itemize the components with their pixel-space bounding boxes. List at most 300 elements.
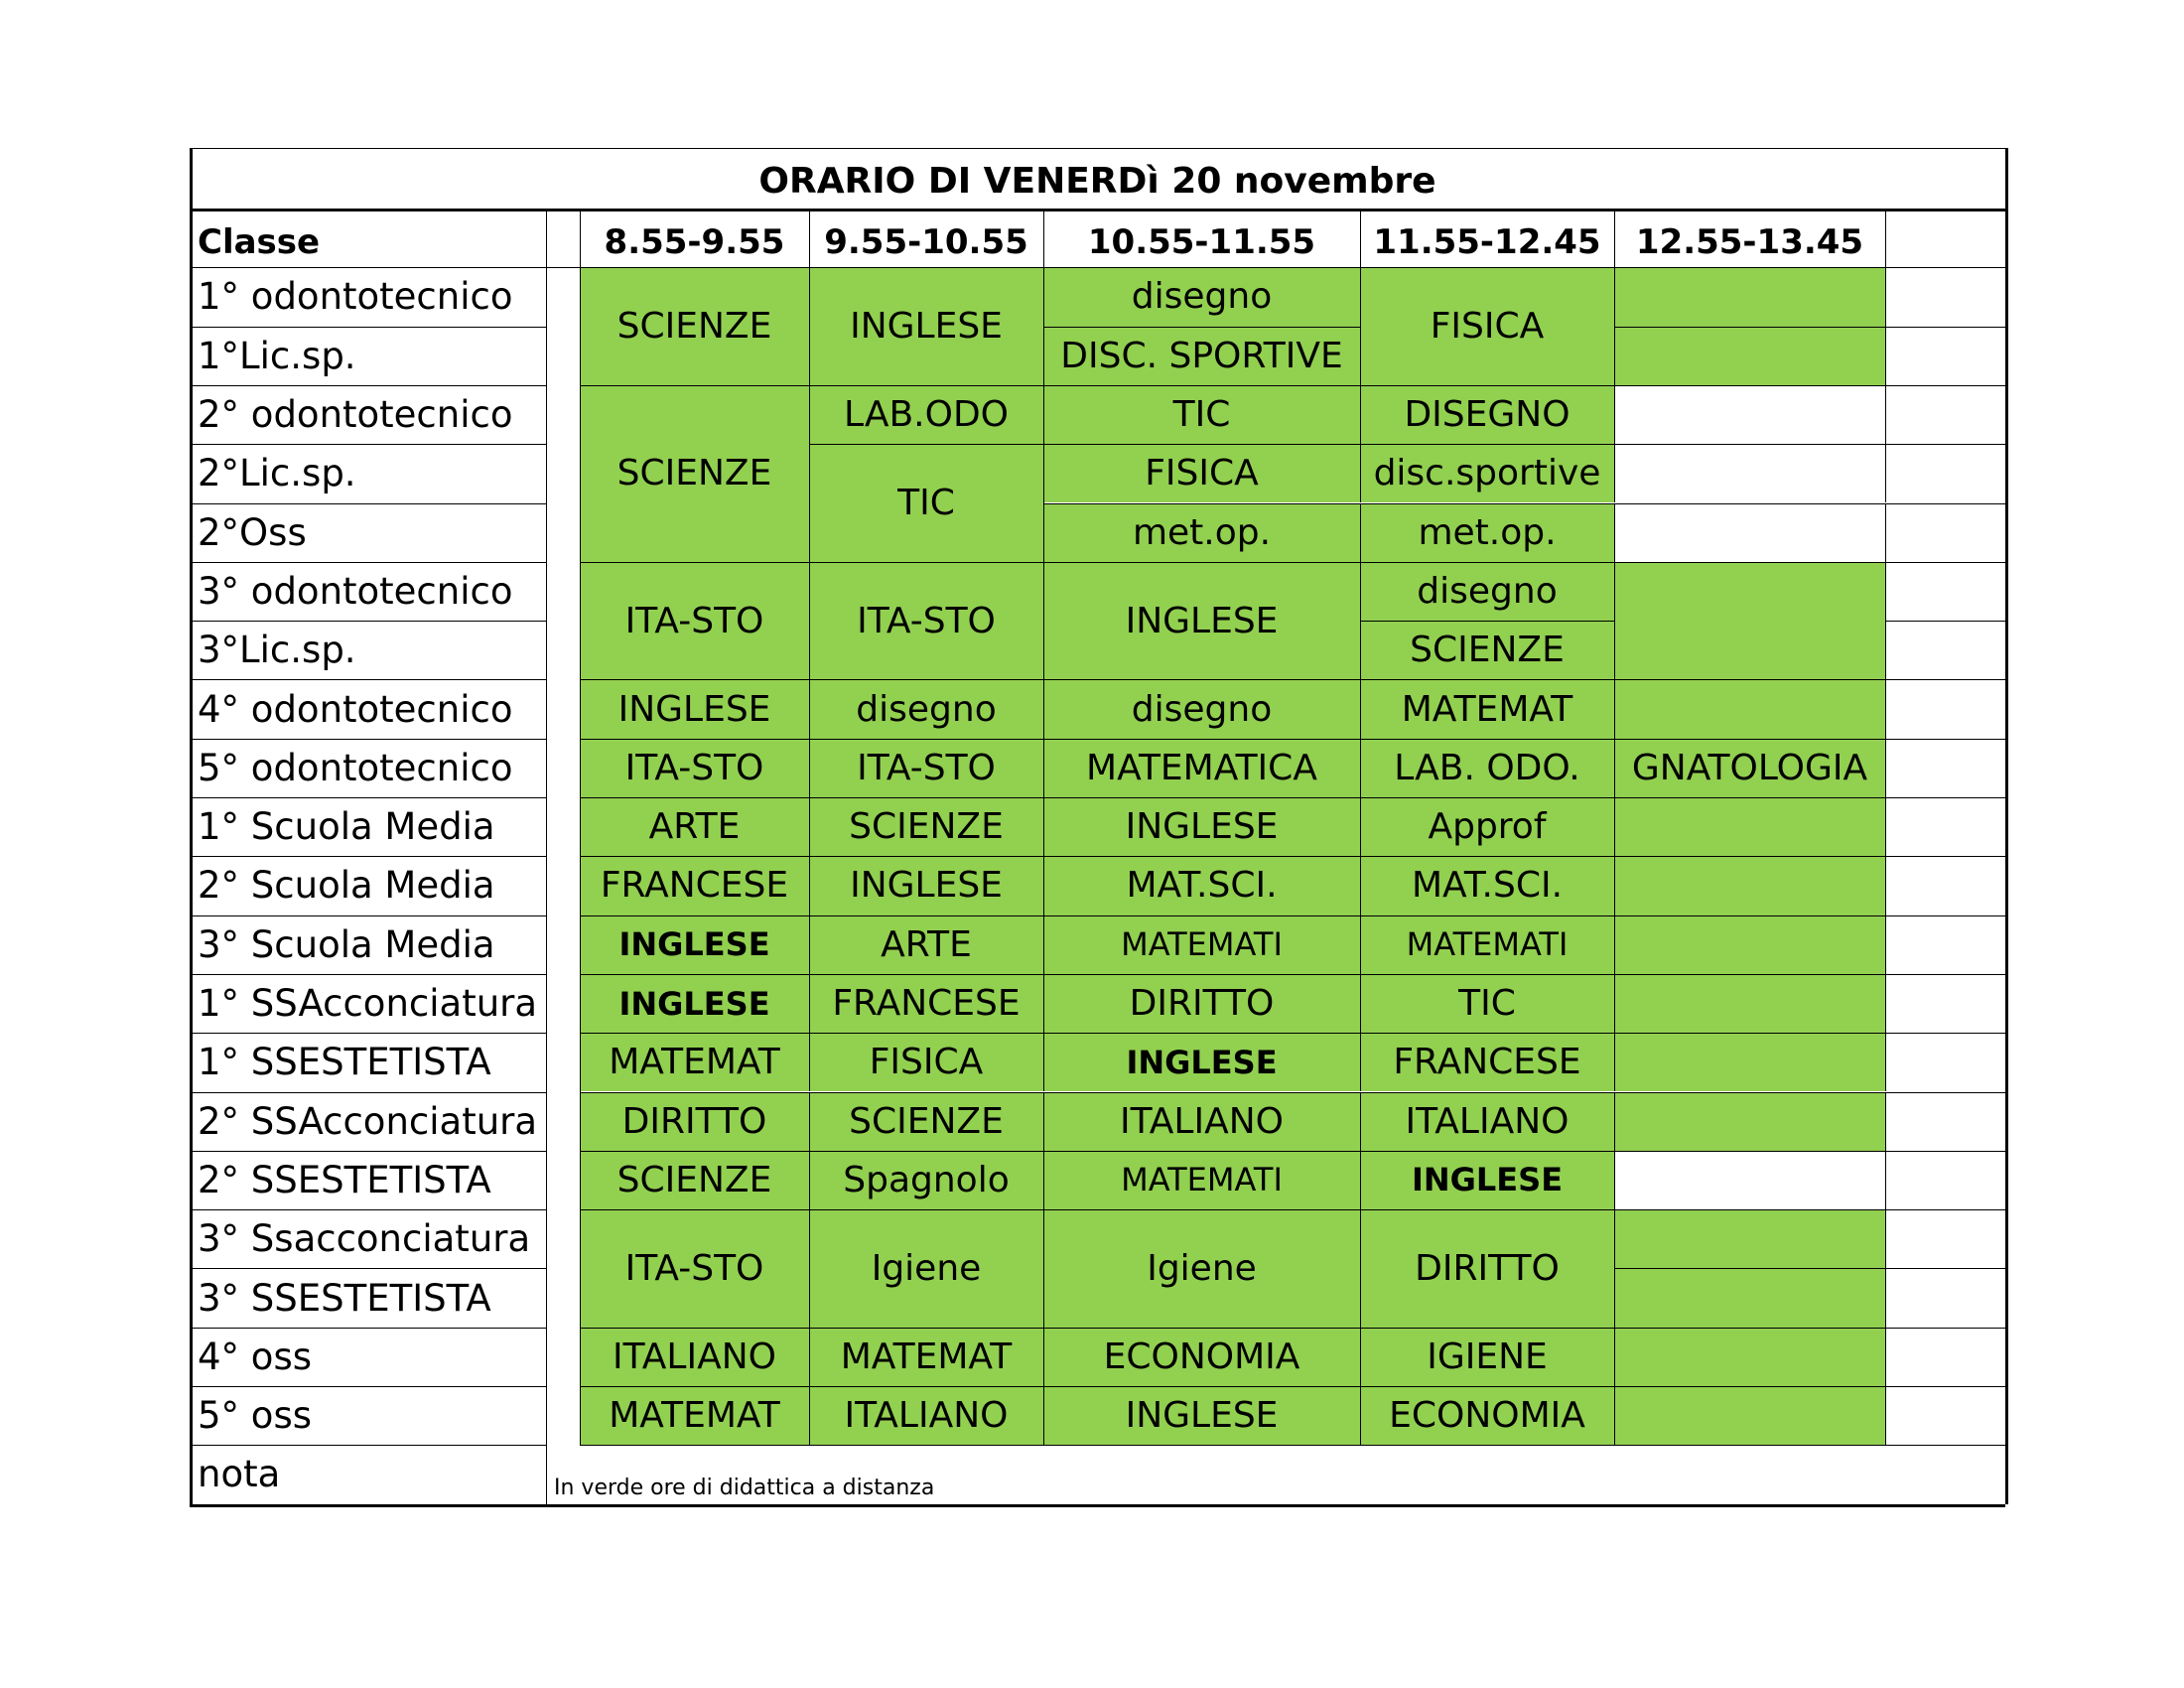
cell-line: [1614, 503, 1615, 562]
cell-line: [1885, 1268, 1886, 1327]
empty-cell: [1614, 797, 1885, 856]
subject-cell-spagnolo: Spagnolo: [809, 1151, 1043, 1209]
cell-line: [1360, 856, 1361, 914]
cell-line: [1043, 267, 1360, 268]
cell-line: [1043, 1209, 1360, 1210]
subject-cell-italiano: ITALIANO: [580, 1328, 809, 1386]
cell-line: [1360, 621, 1361, 679]
cell-line: [1885, 797, 1886, 856]
subject-cell-matemat: MATEMAT: [809, 1328, 1043, 1386]
extra-col-line: [1885, 679, 2005, 680]
cell-line: [1614, 1445, 1885, 1446]
cell-line: [1360, 856, 1614, 857]
cell-line: [1360, 739, 1361, 797]
subject-cell-matemat: MATEMAT: [1360, 679, 1614, 738]
subject-cell-ita-sto: ITA-STO: [809, 562, 1043, 680]
cell-line: [1360, 562, 1614, 563]
class-label: 3° Scuola Media: [198, 922, 495, 966]
cell-line: [1885, 1209, 1886, 1268]
empty-cell: [1614, 915, 1885, 974]
cell-line: [1043, 1092, 1044, 1151]
cell-line: [1043, 444, 1360, 445]
cell-line: [809, 1386, 810, 1445]
cell-line: [809, 1092, 810, 1151]
cell-line: [1885, 1092, 1886, 1151]
classe-header: Classe: [198, 221, 321, 262]
extra-col-line: [1885, 385, 2005, 386]
cell-line: [809, 562, 810, 680]
extra-col-line: [1885, 797, 2005, 798]
cell-line: [1614, 915, 1885, 916]
cell-line: [1043, 797, 1044, 856]
subject-cell-francese: FRANCESE: [1360, 1033, 1614, 1091]
cell-line: [1614, 1209, 1615, 1268]
cell-line: [1614, 856, 1615, 914]
cell-line: [1043, 1033, 1044, 1091]
label-row-line: [190, 327, 546, 328]
extra-col-line: [1885, 739, 2005, 740]
header-vline: [1043, 209, 1044, 267]
cell-line: [1360, 915, 1361, 974]
cell-line: [1043, 327, 1044, 385]
cell-line: [809, 915, 810, 974]
cell-line: [1360, 1386, 1361, 1445]
cell-line: [1360, 797, 1361, 856]
cell-line: [1360, 1092, 1361, 1151]
extra-col-line: [1885, 856, 2005, 857]
extra-col-line: [1885, 974, 2005, 975]
class-label: 3°Lic.sp.: [198, 629, 356, 672]
empty-cell: [1614, 1151, 1885, 1209]
extra-col-line: [1885, 1328, 2005, 1329]
cell-line: [1614, 267, 1885, 268]
cell-line: [809, 739, 810, 797]
class-label: 4° odontotecnico: [198, 687, 513, 731]
cell-line: [1360, 444, 1614, 445]
cell-line: [809, 267, 1043, 268]
cell-line: [809, 385, 810, 444]
empty-cell: [1614, 1268, 1885, 1327]
cell-line: [1614, 915, 1615, 974]
subject-cell-francese: FRANCESE: [580, 856, 809, 914]
cell-line: [580, 1386, 809, 1387]
empty-cell: [1614, 1209, 1885, 1268]
cell-line: [809, 562, 1043, 563]
subject-cell-italiano: ITALIANO: [809, 1386, 1043, 1445]
extra-col-line: [1885, 915, 2005, 916]
label-row-line: [190, 915, 546, 916]
cell-line: [1043, 1092, 1360, 1093]
extra-col-line: [1885, 1092, 2005, 1093]
cell-line: [580, 739, 809, 740]
label-row-line: [190, 1092, 546, 1093]
cell-line: [1360, 1151, 1614, 1152]
subject-cell-inglese: INGLESE: [1043, 797, 1360, 856]
subject-cell-igiene: Igiene: [1043, 1209, 1360, 1328]
class-label: 5° odontotecnico: [198, 746, 513, 789]
subject-cell-disc-sportive: disc.sportive: [1360, 444, 1614, 502]
subject-cell-tic: TIC: [809, 444, 1043, 562]
header-top-line: [190, 209, 2005, 211]
cell-line: [580, 267, 809, 268]
cell-line: [1360, 562, 1361, 621]
cell-line: [809, 444, 1043, 445]
label-row-line: [190, 1445, 546, 1446]
subject-cell-disegno: disegno: [1043, 267, 1360, 326]
subject-cell-disc-sportive: DISC. SPORTIVE: [1043, 327, 1360, 385]
cell-line: [1360, 621, 1614, 622]
cell-line: [1885, 1328, 1886, 1386]
label-row-line: [190, 1033, 546, 1034]
cell-line: [1614, 1328, 1615, 1386]
subject-cell-scienze: SCIENZE: [809, 1092, 1043, 1151]
slot-header-2: 9.55-10.55: [824, 221, 1028, 262]
cell-line: [580, 1328, 809, 1329]
cell-line: [1614, 1386, 1615, 1445]
cell-line: [809, 1151, 1043, 1152]
cell-line: [1360, 1386, 1614, 1387]
cell-line: [1043, 1386, 1360, 1387]
slot-header-1: 8.55-9.55: [604, 221, 785, 262]
cell-line: [1360, 1445, 1614, 1446]
label-row-line: [190, 974, 546, 975]
cell-line: [809, 1328, 1043, 1329]
subject-cell-diritto: DIRITTO: [1360, 1209, 1614, 1328]
label-row-line: [190, 1209, 546, 1210]
header-vline: [1614, 209, 1615, 267]
subject-cell-arte: ARTE: [580, 797, 809, 856]
subject-cell-met-op: met.op.: [1360, 503, 1614, 562]
cell-line: [580, 562, 809, 563]
cell-line: [1360, 1033, 1361, 1091]
cell-line: [1614, 1092, 1885, 1093]
cell-line: [1614, 1033, 1885, 1034]
cell-line: [1614, 444, 1615, 502]
cell-line: [1614, 444, 1885, 445]
cell-line: [809, 385, 1043, 386]
subject-cell-approf: Approf: [1360, 797, 1614, 856]
cell-line: [1043, 974, 1044, 1033]
cell-line: [1614, 327, 1885, 328]
subject-cell-ita-sto: ITA-STO: [580, 562, 809, 680]
nota-label: nota: [198, 1453, 281, 1496]
cell-line: [1614, 503, 1885, 504]
header-vline: [546, 209, 547, 267]
subject-cell-scienze: SCIENZE: [809, 797, 1043, 856]
class-label: 1° SSAcconciatura: [198, 982, 538, 1026]
subject-cell-matemat: MATEMAT: [580, 1386, 809, 1445]
cell-line: [1360, 1092, 1614, 1093]
cell-line: [1360, 503, 1361, 562]
frame-left: [190, 148, 193, 1504]
class-label: 2° SSESTETISTA: [198, 1158, 491, 1201]
cell-line: [809, 1209, 1043, 1210]
class-label: 1°Lic.sp.: [198, 334, 356, 377]
cell-line: [1885, 444, 1886, 502]
label-row-line: [190, 621, 546, 622]
cell-line: [1043, 739, 1044, 797]
cell-line: [809, 1151, 810, 1209]
subject-cell-scienze: SCIENZE: [580, 385, 809, 562]
cell-line: [1043, 679, 1044, 738]
cell-line: [1360, 385, 1361, 444]
cell-line: [1614, 1386, 1885, 1387]
class-label: 2°Oss: [198, 510, 307, 554]
cell-line: [1614, 1033, 1615, 1091]
empty-cell: [1614, 444, 1885, 502]
class-label: 4° oss: [198, 1335, 312, 1378]
label-row-line: [190, 679, 546, 680]
cell-line: [1043, 797, 1360, 798]
header-vline: [1360, 209, 1361, 267]
cell-line: [1043, 503, 1044, 562]
cell-line: [580, 1209, 809, 1210]
cell-line: [809, 797, 1043, 798]
empty-cell: [1614, 974, 1885, 1033]
subject-cell-fisica: FISICA: [1360, 267, 1614, 385]
cell-line: [580, 1445, 809, 1446]
cell-line: [1043, 1209, 1044, 1328]
frame-right: [2005, 148, 2008, 1504]
slot-header-3: 10.55-11.55: [1087, 221, 1316, 262]
cell-line: [1614, 562, 1885, 563]
subject-cell-tic: TIC: [1360, 974, 1614, 1033]
cell-line: [1614, 1268, 1615, 1327]
cell-line: [809, 679, 810, 738]
subject-cell-inglese: INGLESE: [809, 856, 1043, 914]
cell-line: [1614, 797, 1885, 798]
header-vline: [1885, 209, 1886, 267]
extra-col-line: [1885, 327, 2005, 328]
cell-line: [809, 1328, 810, 1386]
cell-line: [1360, 915, 1614, 916]
cell-line: [1614, 1268, 1885, 1269]
subject-cell-disegno: disegno: [1043, 679, 1360, 738]
cell-line: [1885, 1033, 1886, 1091]
subject-cell-disegno: disegno: [1360, 562, 1614, 621]
empty-cell: [1614, 856, 1885, 914]
label-row-line: [190, 503, 546, 504]
extra-col-line: [1885, 1151, 2005, 1152]
cell-line: [580, 1092, 809, 1093]
subject-cell-ita-sto: ITA-STO: [809, 739, 1043, 797]
cell-line: [1043, 1386, 1044, 1445]
class-label: 1° Scuola Media: [198, 805, 495, 849]
cell-line: [1885, 562, 1886, 680]
subject-cell-inglese: INGLESE: [580, 915, 809, 974]
empty-cell: [1614, 503, 1885, 562]
cell-line: [580, 1033, 809, 1034]
empty-cell: [1614, 679, 1885, 738]
class-label: 2° odontotecnico: [198, 393, 513, 437]
cell-line: [809, 856, 1043, 857]
subject-cell-scienze: SCIENZE: [580, 267, 809, 385]
label-row-line: [190, 1268, 546, 1269]
cell-line: [809, 1033, 810, 1091]
cell-line: [1043, 385, 1044, 444]
cell-line: [1043, 915, 1360, 916]
label-row-line: [190, 739, 546, 740]
subject-cell-fisica: FISICA: [1043, 444, 1360, 502]
class-label: 2° Scuola Media: [198, 864, 495, 908]
cell-line: [580, 1151, 809, 1152]
subject-cell-igiene: IGIENE: [1360, 1328, 1614, 1386]
cell-line: [1614, 797, 1615, 856]
cell-line: [580, 797, 809, 798]
cell-line: [1885, 915, 1886, 974]
cell-line: [809, 915, 1043, 916]
label-row-line: [190, 444, 546, 445]
cell-line: [1043, 444, 1044, 502]
cell-line: [1885, 856, 1886, 914]
subject-cell-inglese: INGLESE: [580, 679, 809, 738]
cell-line: [1360, 739, 1614, 740]
subject-cell-ita-sto: ITA-STO: [580, 739, 809, 797]
cell-line: [1360, 1209, 1614, 1210]
empty-cell: [1614, 1328, 1885, 1386]
cell-line: [1043, 562, 1044, 680]
class-label: 3° odontotecnico: [198, 569, 513, 613]
cell-line: [809, 974, 1043, 975]
class-label: 2° SSAcconciatura: [198, 1099, 538, 1143]
slot-header-4: 11.55-12.45: [1373, 221, 1601, 262]
cell-line: [1614, 1209, 1885, 1210]
cell-line: [1043, 1328, 1044, 1386]
cell-line: [1614, 562, 1615, 680]
spacer-separator: [580, 267, 581, 1445]
empty-cell: [1614, 267, 1885, 326]
cell-line: [1885, 503, 1886, 562]
cell-line: [809, 1092, 1043, 1093]
label-row-line: [190, 562, 546, 563]
subject-cell-matemat: MATEMAT: [580, 1033, 809, 1091]
cell-line: [809, 444, 810, 562]
header-vline: [809, 209, 810, 267]
cell-line: [1360, 797, 1614, 798]
label-row-line: [190, 797, 546, 798]
cell-line: [1885, 1386, 1886, 1445]
subject-cell-igiene: Igiene: [809, 1209, 1043, 1328]
extra-col-line: [1885, 444, 2005, 445]
cell-line: [1043, 385, 1360, 386]
subject-cell-lab-odo: LAB.ODO: [809, 385, 1043, 444]
subject-cell-inglese: INGLESE: [580, 974, 809, 1033]
empty-cell: [1614, 1386, 1885, 1445]
class-label: 3° SSESTETISTA: [198, 1276, 491, 1320]
cell-line: [809, 1386, 1043, 1387]
extra-col-line: [1885, 621, 2005, 622]
label-row-line: [190, 856, 546, 857]
cell-line: [1043, 503, 1360, 504]
schedule-sheet: [190, 148, 2005, 1498]
subject-cell-matemati: MATEMATI: [1043, 915, 1360, 974]
cell-line: [1043, 1151, 1044, 1209]
cell-line: [809, 267, 810, 385]
cell-line: [1360, 1151, 1361, 1209]
cell-line: [1885, 739, 1886, 797]
subject-cell-italiano: ITALIANO: [1043, 1092, 1360, 1151]
cell-line: [580, 385, 809, 386]
extra-col-line: [1885, 562, 2005, 563]
subject-cell-scienze: SCIENZE: [1360, 621, 1614, 679]
subject-cell-inglese: INGLESE: [1043, 562, 1360, 680]
schedule-title: ORARIO DI VENERDì 20 novembre: [758, 161, 1436, 202]
cell-line: [1614, 974, 1615, 1033]
subject-cell-scienze: SCIENZE: [580, 1151, 809, 1209]
cell-line: [1043, 739, 1360, 740]
subject-cell-matematica: MATEMATICA: [1043, 739, 1360, 797]
subject-cell-inglese: INGLESE: [1043, 1033, 1360, 1091]
label-row-line: [190, 1328, 546, 1329]
cell-line: [1614, 974, 1885, 975]
label-separator: [546, 267, 547, 1503]
cell-line: [1043, 1151, 1360, 1152]
subject-cell-inglese: INGLESE: [1360, 1151, 1614, 1209]
cell-line: [1360, 444, 1361, 502]
cell-line: [580, 856, 809, 857]
label-row-line: [190, 267, 546, 268]
cell-line: [580, 679, 809, 680]
cell-line: [1360, 1209, 1361, 1328]
subject-cell-gnatologia: GNATOLOGIA: [1614, 739, 1885, 797]
subject-cell-mat-sci: MAT.SCI.: [1360, 856, 1614, 914]
cell-line: [1614, 679, 1615, 738]
label-row-line: [190, 1151, 546, 1152]
header-vline: [580, 209, 581, 267]
subject-cell-disegno: disegno: [809, 679, 1043, 738]
cell-line: [1043, 1445, 1360, 1446]
cell-line: [809, 1209, 810, 1328]
extra-col-line: [1885, 1209, 2005, 1210]
cell-line: [1614, 1092, 1615, 1151]
cell-line: [1360, 503, 1614, 504]
frame-bottom: [190, 1504, 2005, 1507]
subject-cell-matemati: MATEMATI: [1360, 915, 1614, 974]
extra-col-line: [1885, 503, 2005, 504]
extra-col-line: [1885, 1445, 2005, 1446]
slot-header-5: 12.55-13.45: [1635, 221, 1864, 262]
cell-line: [809, 1033, 1043, 1034]
label-row-line: [190, 1386, 546, 1387]
subject-cell-matemati: MATEMATI: [1043, 1151, 1360, 1209]
cell-line: [809, 1445, 1043, 1446]
cell-line: [809, 739, 1043, 740]
class-label: 1° SSESTETISTA: [198, 1041, 491, 1084]
cell-line: [1614, 739, 1615, 797]
cell-line: [1614, 385, 1615, 444]
class-label: 1° odontotecnico: [198, 275, 513, 319]
extra-col-line: [1885, 267, 2005, 268]
cell-line: [809, 856, 810, 914]
subject-cell-met-op: met.op.: [1043, 503, 1360, 562]
cell-line: [1360, 1033, 1614, 1034]
cell-line: [1885, 327, 1886, 385]
subject-cell-diritto: DIRITTO: [1043, 974, 1360, 1033]
cell-line: [1885, 1151, 1886, 1209]
cell-line: [1043, 562, 1360, 563]
subject-cell-economia: ECONOMIA: [1360, 1386, 1614, 1445]
class-label: 5° oss: [198, 1394, 312, 1438]
extra-col-line: [1885, 1386, 2005, 1387]
cell-line: [1043, 856, 1044, 914]
cell-line: [1043, 974, 1360, 975]
cell-line: [1360, 974, 1614, 975]
empty-cell: [1614, 327, 1885, 385]
cell-line: [1043, 267, 1044, 326]
subject-cell-disegno: DISEGNO: [1360, 385, 1614, 444]
cell-line: [1614, 739, 1885, 740]
cell-line: [1360, 1328, 1614, 1329]
